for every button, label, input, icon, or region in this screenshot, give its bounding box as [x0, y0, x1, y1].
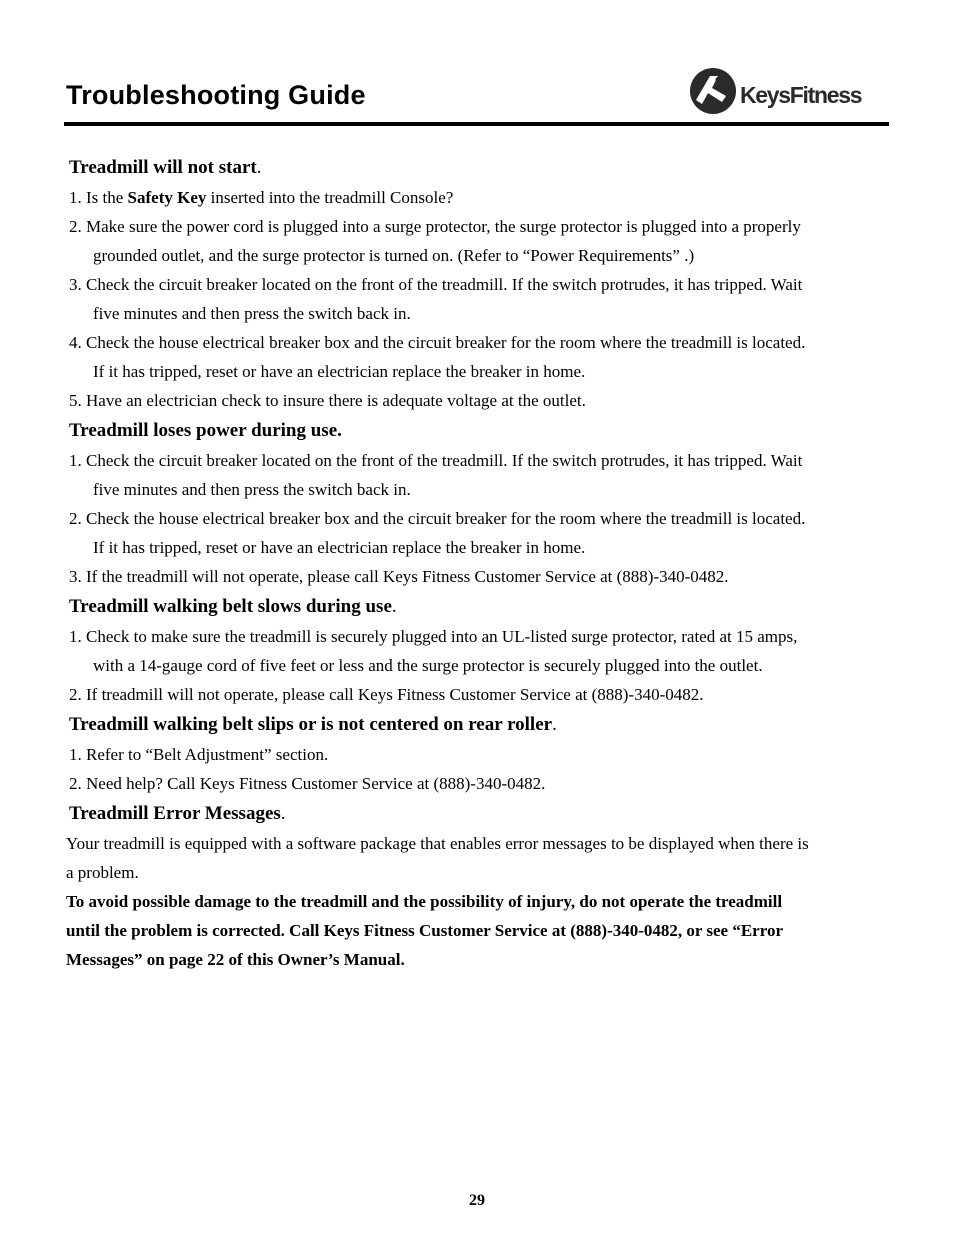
warning-line: Messages” on page 22 of this Owner’s Manual.: [66, 950, 405, 969]
warning-line: To avoid possible damage to the treadmill and the possibility of injury, do not operate the treadmill: [66, 892, 783, 911]
item-text: inserted into the treadmill Console?: [206, 188, 454, 207]
section-heading-loses-power: Treadmill loses power during use.: [69, 420, 342, 441]
item-continuation: with a 14-gauge cord of five feet or less and the surge protector is securely plugged into the outlet.: [93, 656, 763, 675]
list-item: [69, 769, 884, 798]
troubleshooting-content: [66, 152, 884, 974]
item-continuation: If it has tripped, reset or have an electrician replace the breaker in home.: [93, 538, 586, 557]
list-item: [69, 183, 884, 212]
item-continuation: five minutes and then press the switch back in.: [93, 304, 411, 323]
item-text: 5. Have an electrician check to insure there is adequate voltage at the outlet.: [69, 391, 586, 410]
brand-logo: [688, 66, 892, 118]
item-text: 2. Check the house electrical breaker box and the circuit breaker for the room where the treadmill is located.: [69, 509, 806, 528]
list-item: [69, 504, 884, 562]
page-title: Troubleshooting Guide: [66, 80, 366, 110]
list-item: [69, 270, 884, 328]
item-continuation: grounded outlet, and the surge protector is turned on. (Refer to “Power Requirements” .): [93, 246, 695, 265]
item-text: 2. Make sure the power cord is plugged into a surge protector, the surge protector is plugged into a properly: [69, 217, 801, 236]
heading-period: .: [552, 714, 557, 735]
safety-key-term: Safety Key: [127, 188, 207, 207]
heading-text: Treadmill walking belt slows during use: [69, 596, 392, 617]
item-text: 1. Check the circuit breaker located on the front of the treadmill. If the switch protrudes, it has tripped. Wait: [69, 451, 803, 470]
heading-period: .: [391, 596, 397, 617]
list-item: [69, 562, 884, 591]
item-text: 1. Is the: [69, 188, 128, 207]
section-heading-belt-slips: [69, 710, 884, 740]
header-rule: [64, 122, 889, 126]
section-heading-belt-slows: [69, 592, 884, 622]
heading-text: Treadmill walking belt slips or is not centered on rear roller: [69, 714, 553, 735]
item-text: 3. If the treadmill will not operate, please call Keys Fitness Customer Service at (888)-340-0482.: [69, 567, 729, 586]
heading-period: .: [256, 157, 262, 178]
keys-fitness-runner-logo-icon: [688, 66, 738, 116]
warning-line: until the problem is corrected. Call Keys Fitness Customer Service at (888)-340-0482, or see “Error: [66, 921, 784, 940]
error-messages-paragraph: [66, 829, 884, 887]
item-text: 4. Check the house electrical breaker box and the circuit breaker for the room where the treadmill is located.: [69, 333, 806, 352]
item-continuation: five minutes and then press the switch back in.: [93, 480, 411, 499]
item-continuation: If it has tripped, reset or have an electrician replace the breaker in home.: [93, 362, 586, 381]
warning-paragraph: [66, 887, 884, 974]
item-text: 3. Check the circuit breaker located on the front of the treadmill. If the switch protrudes, it has tripped. Wait: [69, 275, 803, 294]
section-heading-error-messages: [69, 799, 884, 829]
list-item: [69, 680, 884, 709]
brand-wordmark: [740, 82, 861, 109]
brand-wordmark-keys: Keys: [740, 82, 790, 108]
list-item: [69, 446, 884, 504]
list-item: [69, 622, 884, 680]
paragraph-line: Your treadmill is equipped with a software package that enables error messages to be displayed when there is: [66, 834, 809, 853]
page-number: 29: [469, 1192, 485, 1209]
section-heading-will-not-start: [69, 153, 884, 183]
item-text: 1. Check to make sure the treadmill is securely plugged into an UL-listed surge protector, rated at 15 amps,: [69, 627, 798, 646]
list-item: [69, 212, 884, 270]
item-text: 2. Need help? Call Keys Fitness Customer Service at (888)-340-0482.: [69, 774, 546, 793]
item-text: 2. If treadmill will not operate, please call Keys Fitness Customer Service at (888)-340-0482.: [69, 685, 704, 704]
paragraph-line: a problem.: [66, 863, 139, 882]
heading-period: .: [280, 803, 286, 824]
list-item: [69, 740, 884, 769]
heading-text: Treadmill will not start: [69, 157, 257, 178]
list-item: [69, 328, 884, 386]
heading-text: Treadmill Error Messages: [69, 803, 281, 824]
brand-wordmark-fitness: Fitness: [789, 82, 862, 108]
list-item: [69, 386, 884, 415]
item-text: 1. Refer to “Belt Adjustment” section.: [69, 745, 329, 764]
